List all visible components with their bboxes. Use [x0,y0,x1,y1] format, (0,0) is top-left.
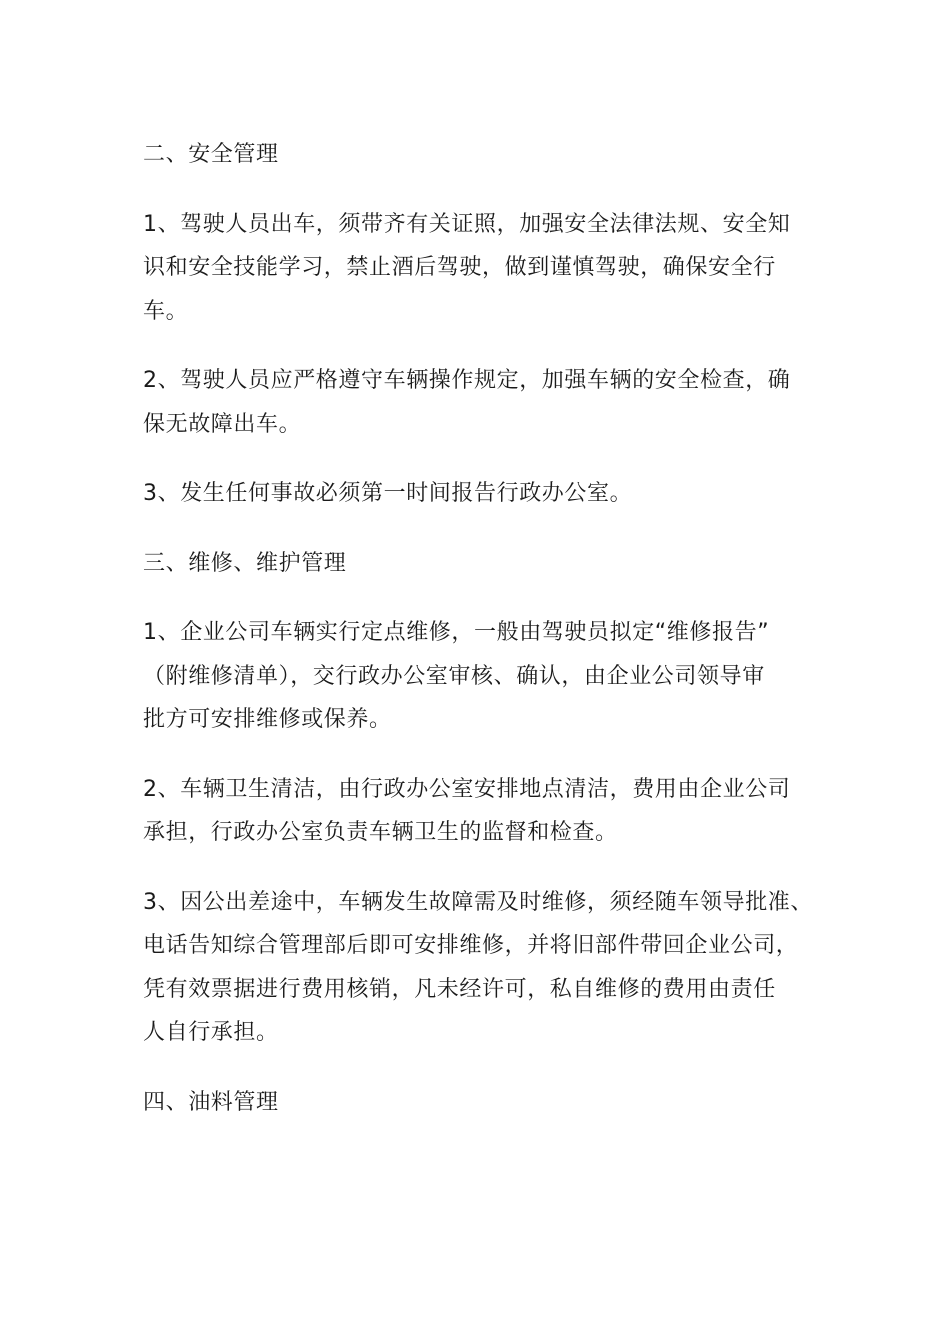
paragraph-safety-1 [143,203,813,334]
text-line: 2、车辆卫生清洁，由行政办公室安排地点清洁，费用由企业公司 [143,776,791,802]
text-line: 承担，行政办公室负责车辆卫生的监督和检查。 [143,820,618,845]
text-line: 车。 [143,298,189,324]
text-line: 1、企业公司车辆实行定点维修，一般由驾驶员拟定“维修报告” [143,620,770,645]
text-line: 3、发生任何事故必须第一时间报告行政办公室。 [143,481,633,506]
text-line: 保无故障出车。 [143,411,302,437]
text-line: 识和安全技能学习，禁止酒后驾驶，做到谨慎驾驶，确保安全行 [143,255,776,280]
section-heading-fuel: 四、油料管理 [143,1089,279,1115]
text-line: 凭有效票据进行费用核销，凡未经许可，私自维修的费用由责任 [143,976,776,1002]
section-heading-safety: 二、安全管理 [143,142,279,167]
text-line: 2、驾驶人员应严格遵守车辆操作规定，加强车辆的安全检查，确 [143,368,791,393]
section-heading-maintenance: 三、维修、维护管理 [143,550,347,576]
paragraph-safety-3 [143,472,813,516]
paragraph-safety-2 [143,359,813,446]
text-line: 人自行承担。 [143,1020,279,1045]
document-body [143,133,813,1150]
paragraph-maintenance-3 [143,881,813,1055]
paragraph-maintenance-2 [143,768,813,855]
text-line: 批方可安排维修或保养。 [143,707,392,732]
text-line: （附维修清单），交行政办公室审核、确认，由企业公司领导审 [143,663,765,689]
text-line: 1、驾驶人员出车，须带齐有关证照，加强安全法律法规、安全知 [143,211,791,237]
text-line: 电话告知综合管理部后即可安排维修，并将旧部件带回企业公司， [143,933,799,958]
text-line: 3、因公出差途中，车辆发生故障需及时维修，须经随车领导批准、 [143,889,813,915]
paragraph-maintenance-1 [143,611,813,742]
